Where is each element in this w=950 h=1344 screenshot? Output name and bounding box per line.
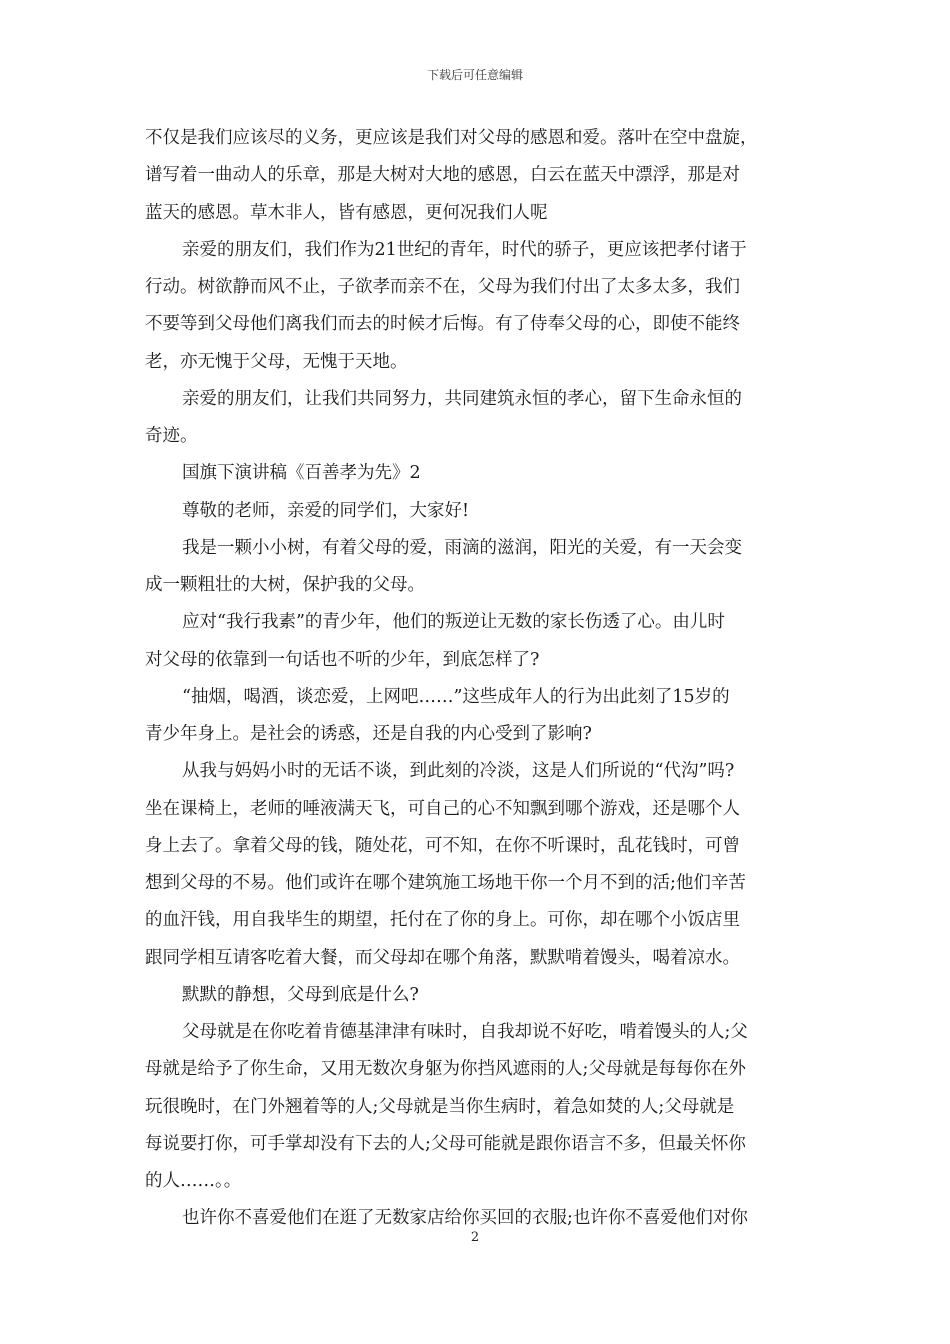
text-line: 青少年身上。是社会的诱惑，还是自我的内心受到了影响?	[145, 724, 592, 744]
text-line: 坐在课椅上，老师的唾液满天飞，可自己的心不知飘到哪个游戏，还是哪个人	[145, 798, 740, 819]
text-line: 父母就是在你吃着肯德基津津有味时，自我却说不好吃，啃着馒头的人;父	[182, 1022, 748, 1042]
text-line: 尊敬的老师，亲爱的同学们，大家好!	[182, 500, 470, 521]
text-line: 想到父母的不易。他们或许在哪个建筑施工场地干你一个月不到的活;他们辛苦	[145, 873, 746, 893]
text-line: 玩很晚时，在门外翘着等的人;父母就是当你生病时，着急如焚的人;父母就是	[145, 1096, 735, 1117]
text-line: 从我与妈妈小时的无话不谈，到此刻的冷淡，这是人们所说的“代沟”吗?	[182, 761, 735, 782]
text-line: 奇迹。	[145, 426, 198, 446]
text-line: 每说要打你，可手掌却没有下去的人;父母可能就是跟你语言不多，但最关怀你	[145, 1133, 746, 1154]
page-header: 下载后可任意编辑	[426, 68, 523, 82]
text-line: 的人……。。	[145, 1171, 242, 1191]
document-body	[145, 120, 805, 1238]
text-line: 行动。树欲静而风不止，子欲孝而亲不在，父母为我们付出了太多太多，我们	[145, 277, 740, 297]
text-line: 也许你不喜爱他们在逛了无数家店给你买回的衣服;也许你不喜爱他们对你	[182, 1208, 748, 1229]
text-line: “抽烟，喝酒，谈恋爱，上网吧……”这些成年人的行为出此刻了15岁的	[182, 686, 730, 707]
text-line: 谱写着一曲动人的乐章，那是大树对大地的感恩，白云在蓝天中漂浮，那是对	[145, 165, 740, 186]
text-line: 蓝天的感恩。草木非人，皆有感恩，更何况我们人呢	[145, 202, 548, 223]
text-line: 亲爱的朋友们，我们作为21世纪的青年，时代的骄子，更应该把孝付诸于	[182, 239, 747, 260]
text-line: 身上去了。拿着父母的钱，随处花，可不知，在你不听课时，乱花钱时，可曾	[145, 835, 740, 856]
text-line: 我是一颗小小树，有着父母的爱，雨滴的滋润，阳光的关爱，有一天会变	[182, 537, 742, 558]
text-line: 母就是给予了你生命，又用无数次身躯为你挡风遮雨的人;父母就是每每你在外	[145, 1059, 746, 1080]
text-line: 默默的静想，父母到底是什么?	[182, 984, 419, 1005]
text-line: 亲爱的朋友们，让我们共同努力，共同建筑永恒的孝心，留下生命永恒的	[182, 388, 742, 409]
text-line: 跟同学相互请客吃着大餐，而父母却在哪个角落，默默啃着馒头，喝着凉水。	[145, 947, 740, 968]
text-line: 对父母的依靠到一句话也不听的少年，到底怎样了?	[145, 649, 540, 670]
text-line: 不仅是我们应该尽的义务，更应该是我们对父母的感恩和爱。落叶在空中盘旋，	[145, 128, 758, 148]
text-line: 的血汗钱，用自我毕生的期望，托付在了你的身上。可你，却在哪个小饭店里	[145, 910, 740, 931]
text-line: 国旗下演讲稿《百善孝为先》2	[182, 463, 421, 484]
text-line: 应对“我行我素”的青少年，他们的叛逆让无数的家长伤透了心。由儿时	[182, 612, 725, 633]
text-line: 成一颗粗壮的大树，保护我的父母。	[145, 575, 425, 595]
text-line: 老，亦无愧于父母，无愧于天地。	[145, 351, 408, 372]
text-line: 不要等到父母他们离我们而去的时候才后悔。有了侍奉父母的心，即使不能终	[145, 314, 740, 335]
page-number: 2	[470, 1230, 480, 1245]
